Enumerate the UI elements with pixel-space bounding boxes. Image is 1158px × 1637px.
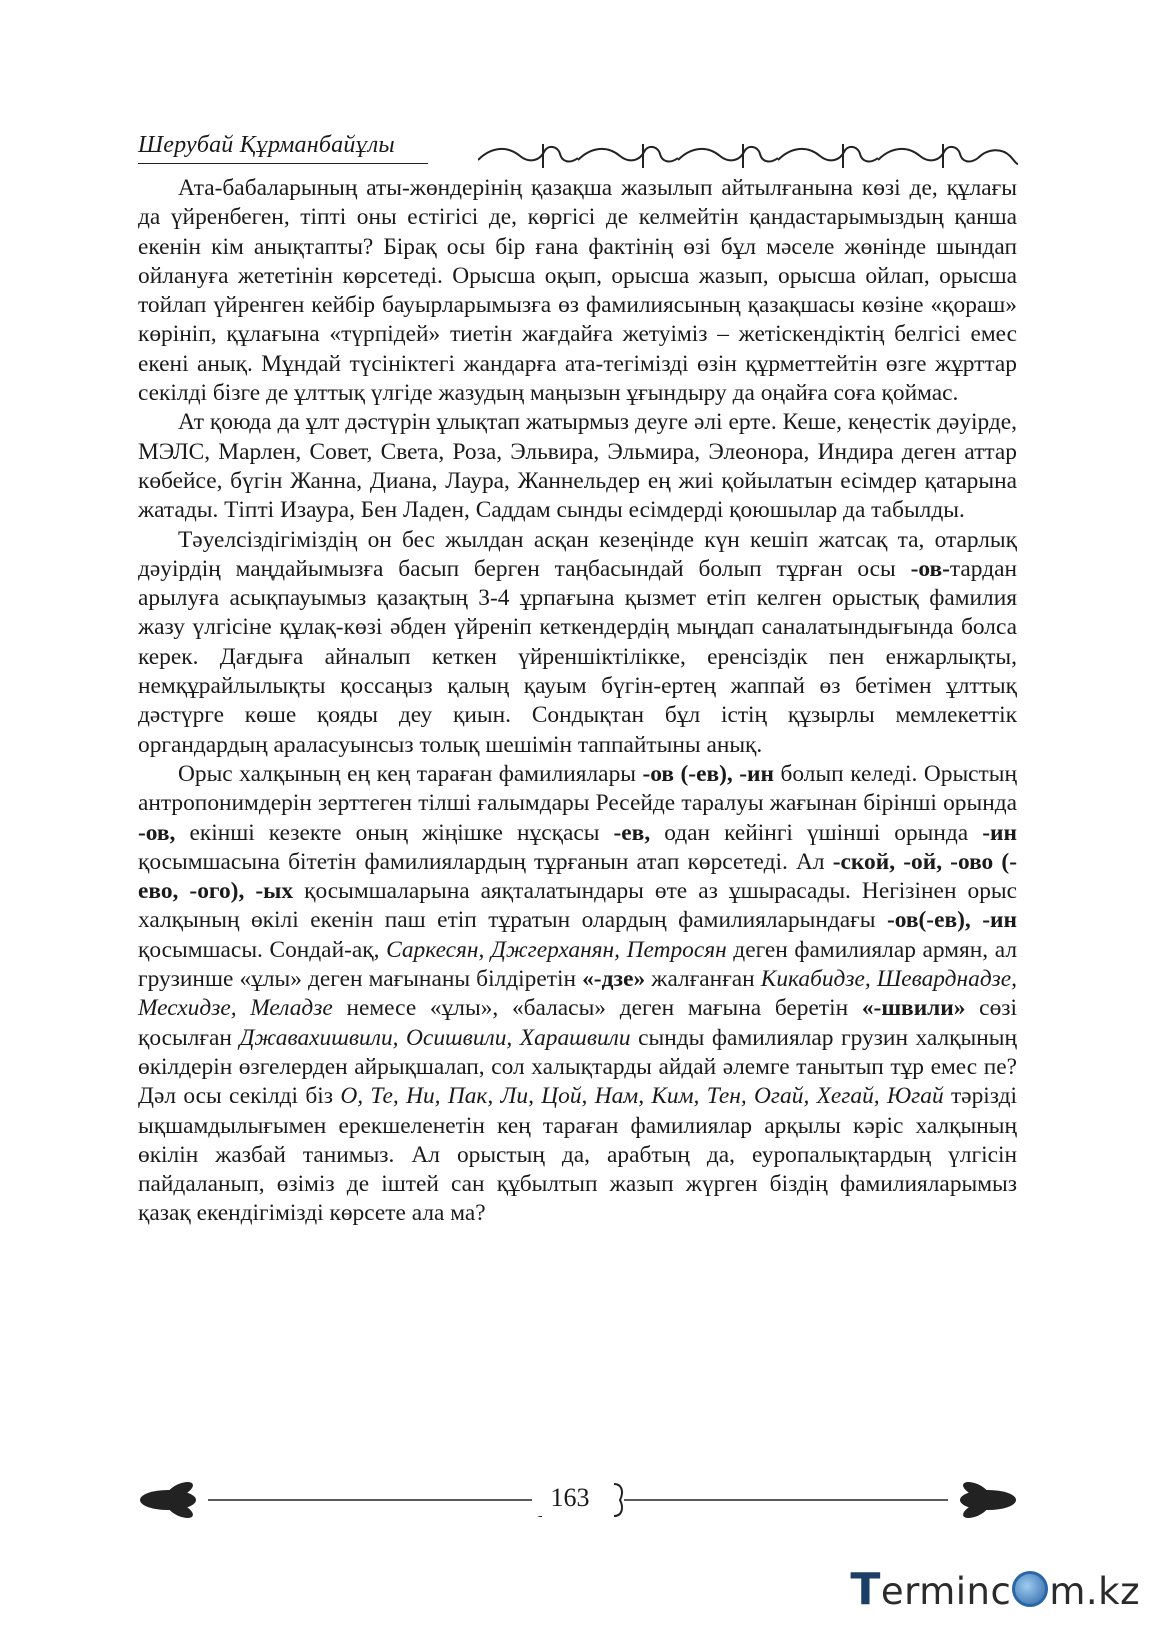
text-run: Ата-бабаларының аты-жөндерінің қазақша жазылып айтылғанына көзі де, құлағы да үйренбеген, тіпті оны естігісі де, көргісі де келмейтін қандастарымыздың қанша екенін кім анықтапты? Бірақ осы бір ғана фактінің өзі бұл мәселе жөнінде шындап ойлануға жететінін көрсетеді. Орысша оқып, орысша жазып, орысша ойлап, орысша тойлап үйренген кейбір бауырларымызға өз фамилиясының қазақшасы көзіне «қораш» көрініп, құлағына «түрпідей» тиетін жағдайға жетуіміз – жетіскендіктің белгісі емес екені анық. Мұндай түсініктегі жандарға ата-тегімізді өзін құрметтейтін өзге жұрттар секілді бізге де ұлттық үлгіде жазудың маңызын ұғындыру да оңайға соға қоймас. — [138, 175, 1017, 407]
text-run: қосымшаларына аяқталатындары өте аз ұшырасады. Негізінен орыс халқының өкілі екенін паш етіп тұратын олардың фамилияларындағы — [138, 878, 1017, 934]
bold-text: -ов, — [138, 819, 176, 846]
bold-text: -ской, -ой, -ово (-ево, -ого), -ых — [138, 848, 1017, 905]
paragraph — [138, 526, 1017, 760]
text-run: болып келеді. Орыстың антропонимдерін зерттеген тілші ғалымдары Ресейде таралуы жағынан бірінші орында — [138, 760, 1017, 817]
italic-text: Саркесян, Джгерханян, Петросян — [386, 936, 727, 963]
bold-text: «-дзе» — [582, 966, 646, 993]
text-run: жалғанған — [645, 966, 761, 993]
text-run: деген фамилиялар армян, ал грузинше «ұлы» деген мағынаны білдіретін — [138, 936, 1018, 993]
text-run: Орыс халқының ең кең тараған фамилиялары — [178, 760, 643, 787]
body-text — [138, 174, 1017, 1229]
text-run: тардан арылуға асықпауымыз қазақтың 3-4 ұрпағына қызмет етіп келген орыстық фамилия жазу үлгісіне құлақ-көзі әбден үйреніп кеткендердің мыңдап саналатындығында болса керек. Дағдыға айналып кеткен үйреншіктілікке, еренсіздік пен енжарлықты, немқұрайлылықты қоссаңыз қалың қауым бүгін-ертең жаппай өз бетімен ұлттық дәстүрге көше қояды деу қиын. Сондықтан бұл істің құзырлы мемлекеттік органдардың араласуынсыз толық шешімін таппайтыны анық. — [138, 555, 1017, 758]
watermark-logo: Terminc m.kz — [850, 1564, 1140, 1615]
text-run: Ат қоюда да ұлт дәстүрін ұлықтап жатырмыз деуге әлі ерте. Кеше, кеңестік дәуірде, МЭЛС, Марлен, Совет, Света, Роза, Эльвира, Эльмира, Элеонора, Индира деген аттар көбейсе, бүгін Жанна, Диана, Лаура, Жаннельдер ең жиі қойылатын есімдер қатарына жатады. Тіпті Изаура, Бен Ладен, Саддам сынды есімдерді қоюшылар да табылды. — [138, 409, 1017, 524]
paragraph — [138, 760, 1017, 1229]
text-run: Тәуелсіздігіміздің он бес жылдан асқан кезеңінде күн кешіп жатсақ та, отарлық дәуірдің маңдайымызға басып берген таңбасындай болып тұрған осы — [138, 526, 1017, 582]
paragraph — [138, 174, 1017, 408]
running-header-author: Шерубай Құрманбайұлы — [138, 132, 395, 158]
bold-text: «-швили» — [861, 995, 966, 1022]
text-run: сынды фамилиялар грузин халқының өкілдерін өзгелерден айрықшалап, сол халықтарды айдай әлемге танытып тұр емес пе? Дәл осы секілді біз — [138, 1024, 1017, 1110]
text-run: одан кейінгі үшінші орында — [650, 819, 983, 846]
text-run: тәрізді ықшамдылығымен ерекшеленетін кең тараған фамилиялар арқылы кәріс халқының өкілін жазбай танимыз. Ал орыстың да, арабтың да, еуропалықтардың үлгісін пайдаланып, өзіміз де іштей сан құбылтып жазып жүрген біздің фамилияларымыз қазақ екендігімізді көрсете ала ма? — [138, 1083, 1017, 1227]
header-ornament-icon — [478, 140, 1018, 172]
paragraph — [138, 408, 1017, 525]
bold-text: -ов(-ев), -ин — [886, 907, 1017, 934]
page-number: 163 — [532, 1480, 608, 1516]
text-run: қосымшасына бітетін фамилиялардың тұрғанын атап көрсетеді. Ал — [138, 848, 833, 875]
bold-text: -ов (-ев), -ин — [642, 760, 774, 787]
text-run: сөзі қосылған — [138, 995, 1017, 1051]
header-underline — [138, 163, 428, 164]
italic-text: Джавахишвили, Осишвили, Харашвили — [239, 1024, 631, 1051]
bold-text: -ев, — [613, 819, 651, 846]
italic-text: Кикабидзе, Шеварднадзе, Месхидзе, Меладзе — [138, 966, 1018, 1022]
bold-text: -ов- — [910, 555, 950, 582]
italic-text: О, Те, Ни, Пак, Ли, Цой, Нам, Ким, Тен, Огай, Хегай, Югай — [340, 1083, 944, 1110]
text-run: екінші кезекте оның жіңішке нұсқасы — [175, 819, 614, 846]
text-run: немесе «ұлы», «баласы» деген мағына беретін — [332, 995, 862, 1022]
text-run: қосымшасы. Сондай-ақ, — [138, 936, 387, 963]
globe-icon — [1012, 1571, 1048, 1607]
bold-text: -ин — [982, 819, 1017, 846]
